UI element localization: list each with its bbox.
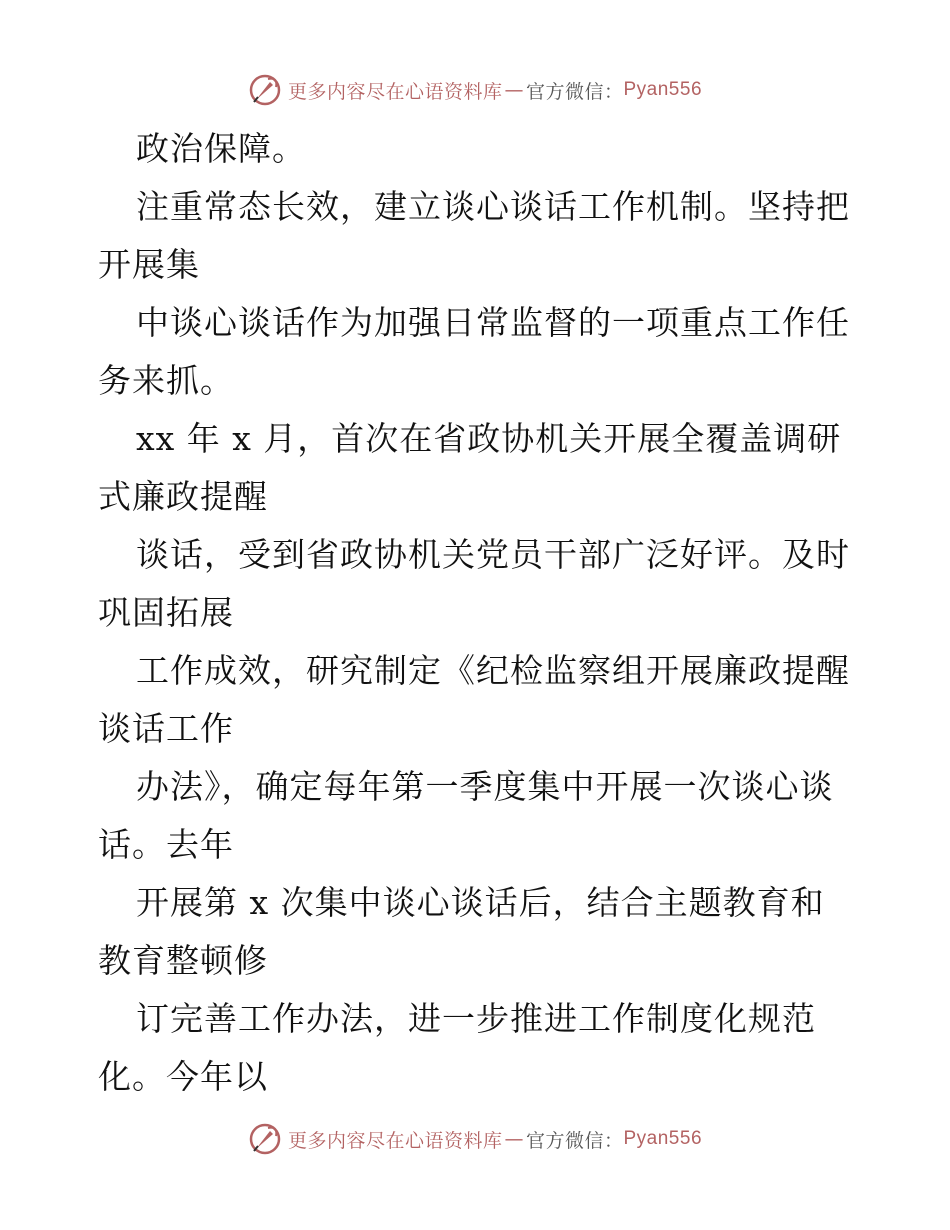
text-line: 式廉政提醒 xyxy=(98,477,268,516)
text-line: 中谈心谈话作为加强日常监督的一项重点工作任 xyxy=(136,303,850,342)
text-line: 办法》，确定每年第一季度集中开展一次谈心谈 xyxy=(136,767,834,806)
text-line: 巩固拓展 xyxy=(98,593,234,632)
feather-pen-logo-icon xyxy=(248,73,282,107)
text-line: 谈话工作 xyxy=(98,709,234,748)
banner-wechat-label: 官方微信： xyxy=(525,80,624,103)
text-line: 教育整顿修 xyxy=(98,941,268,980)
text-line: 务来抓。 xyxy=(98,361,234,400)
text-line: 注重常态长效，建立谈心谈话工作机制。坚持把 xyxy=(136,187,850,226)
banner-wechat-id: Pyan556 xyxy=(623,79,703,100)
document-body xyxy=(98,120,858,1106)
banner-wechat-id: Pyan556 xyxy=(623,1128,703,1149)
banner-site-text: 更多内容尽在心语资料库 xyxy=(287,1129,503,1152)
text-line: 话。去年 xyxy=(98,825,234,864)
text-line: 政治保障。 xyxy=(136,129,306,168)
text-line: 化。今年以 xyxy=(98,1057,268,1096)
banner-wechat-label: 官方微信： xyxy=(525,1129,624,1152)
text-line: xx 年 x 月，首次在省政协机关开展全覆盖调研 xyxy=(136,419,842,458)
feather-pen-logo-icon xyxy=(248,1122,282,1156)
banner-separator: — xyxy=(504,1128,524,1150)
header-banner xyxy=(0,70,950,110)
text-line: 开展第 x 次集中谈心谈话后，结合主题教育和 xyxy=(136,883,825,922)
banner-separator: — xyxy=(504,79,524,101)
text-line: 工作成效，研究制定《纪检监察组开展廉政提醒 xyxy=(136,651,850,690)
text-line: 订完善工作办法，进一步推进工作制度化规范 xyxy=(136,999,816,1038)
footer-banner xyxy=(0,1119,950,1159)
text-line: 开展集 xyxy=(98,245,200,284)
text-line: 谈话，受到省政协机关党员干部广泛好评。及时 xyxy=(136,535,850,574)
banner-site-text: 更多内容尽在心语资料库 xyxy=(287,80,503,103)
